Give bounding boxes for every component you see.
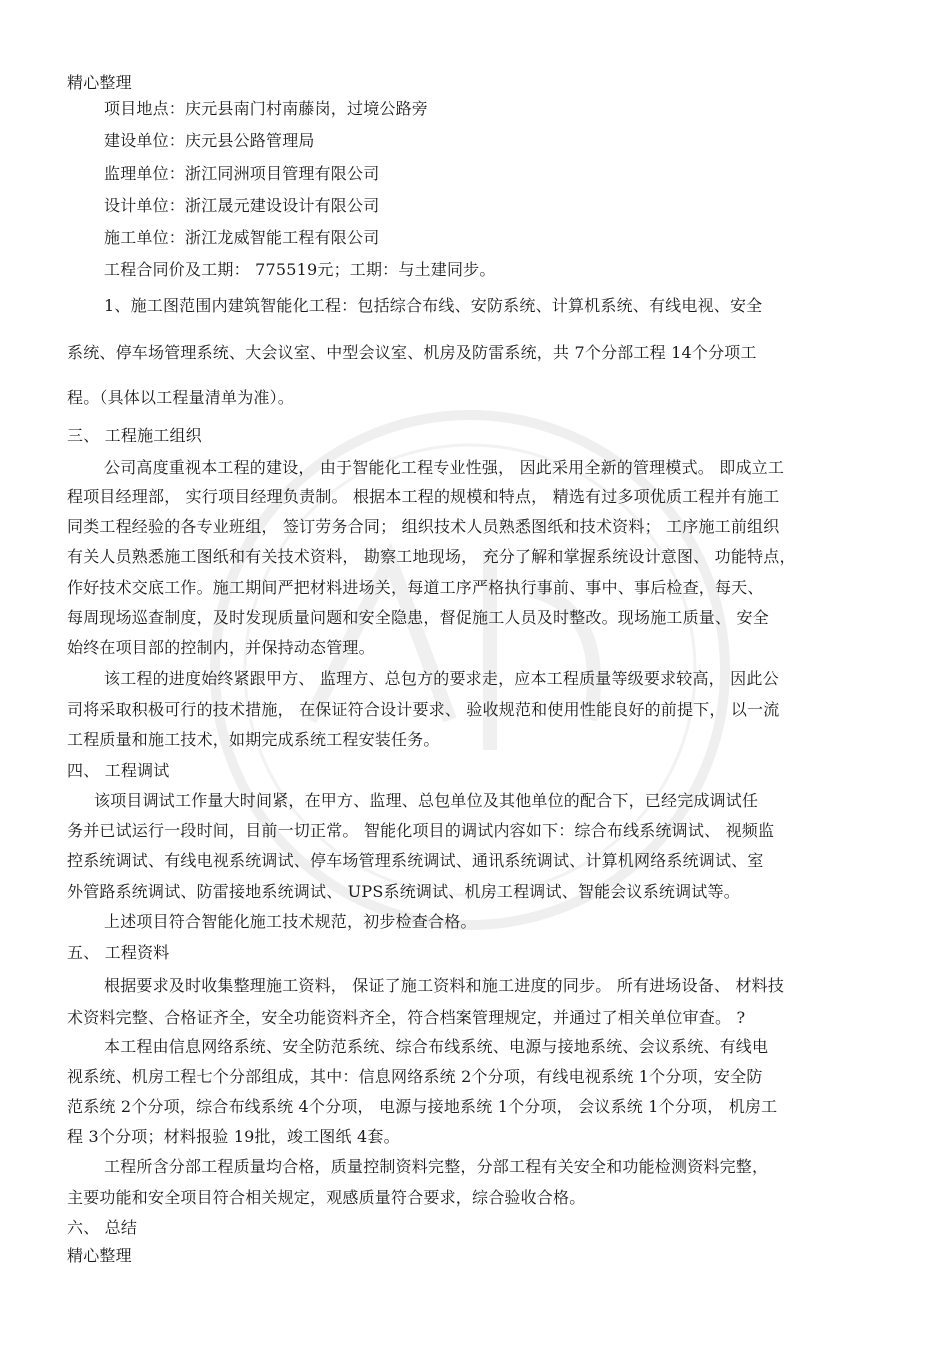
text-line: 上述项目符合智能化施工技术规范，初步检查合格。 <box>104 912 477 931</box>
text-line: 务并已试运行一段时间，目前一切正常。 智能化项目的调试内容如下：综合布线系统调试、 视频监 <box>67 821 775 840</box>
text-line: 程项目经理部， 实行项目经理负责制。 根据本工程的规模和特点， 精选有过多项优质工程并有施工 <box>67 487 780 506</box>
text-line: 术资料完整、合格证齐全，安全功能资料齐全，符合档案管理规定，并通过了相关单位审查。 ? <box>67 1008 746 1027</box>
text-line: 系统、停车场管理系统、大会议室、中型会议室、机房及防雷系统，共 7个分部工程 14个分项工 <box>67 343 757 362</box>
text-line: 主要功能和安全项目符合相关规定，观感质量符合要求，综合验收合格。 <box>67 1188 586 1207</box>
text-line: 司将采取积极可行的技术措施， 在保证符合设计要求、 验收规范和使用性能良好的前提下， 以一流 <box>67 700 780 719</box>
text-line: 工程合同价及工期： 775519元；工期：与土建同步。 <box>104 260 496 279</box>
text-line: 公司高度重视本工程的建设， 由于智能化工程专业性强， 因此采用全新的管理模式。 即成立工 <box>104 458 785 477</box>
text-line: 外管路系统调试、防雷接地系统调试、 UPS系统调试、机房工程调试、智能会议系统调试等。 <box>67 882 740 901</box>
text-line: 始终在项目部的控制内，并保持动态管理。 <box>67 638 375 657</box>
text-line: 建设单位：庆元县公路管理局 <box>104 131 315 150</box>
text-line: 工程质量和施工技术，如期完成系统工程安装任务。 <box>67 730 440 749</box>
section-heading: 六、 总结 <box>67 1218 138 1237</box>
text-line: 施工单位：浙江龙威智能工程有限公司 <box>104 228 380 247</box>
text-line: 项目地点：庆元县南门村南藤岗，过境公路旁 <box>104 99 429 118</box>
text-line: 视系统、机房工程七个分部组成，其中：信息网络系统 2个分项，有线电视系统 1个分项，安全防 <box>67 1067 763 1086</box>
text-line: 有关人员熟悉施工图纸和有关技术资料， 勘察工地现场， 充分了解和掌握系统设计意图、 功能特点， <box>67 547 796 566</box>
text-line: 控系统调试、有线电视系统调试、停车场管理系统调试、通讯系统调试、计算机网络系统调试、室 <box>67 851 764 870</box>
text-line: 1、施工图范围内建筑智能化工程：包括综合布线、安防系统、计算机系统、有线电视、安全 <box>104 296 763 315</box>
text-line: 工程所含分部工程质量均合格，质量控制资料完整，分部工程有关安全和功能检测资料完整， <box>104 1157 769 1176</box>
text-line: 根据要求及时收集整理施工资料， 保证了施工资料和施工进度的同步。 所有进场设备、 材料技 <box>104 976 785 995</box>
section-heading: 四、 工程调试 <box>67 761 170 780</box>
header-label: 精心整理 <box>67 73 132 92</box>
text-line: 该工程的进度始终紧跟甲方、 监理方、总包方的要求走，应本工程质量等级要求较高， 因此公 <box>104 669 779 688</box>
text-line: 该项目调试工作量大时间紧，在甲方、监理、总包单位及其他单位的配合下，已经完成调试任 <box>94 791 759 810</box>
text-line: 同类工程经验的各专业班组， 签订劳务合同； 组织技术人员熟悉图纸和技术资料； 工序施工前组织 <box>67 517 780 536</box>
footer-label: 精心整理 <box>67 1246 132 1265</box>
text-line: 范系统 2个分项，综合布线系统 4个分项， 电源与接地系统 1个分项， 会议系统 1个分项， 机房工 <box>67 1097 778 1116</box>
text-line: 本工程由信息网络系统、安全防范系统、综合布线系统、电源与接地系统、会议系统、有线电 <box>104 1037 769 1056</box>
section-heading: 三、 工程施工组织 <box>67 426 202 445</box>
text-line: 作好技术交底工作。施工期间严把材料进场关，每道工序严格执行事前、事中、事后检查，每天、 <box>67 578 764 597</box>
text-line: 每周现场巡查制度，及时发现质量问题和安全隐患，督促施工人员及时整改。现场施工质量、 安全 <box>67 608 769 627</box>
text-line: 程 3个分项；材料报验 19批，竣工图纸 4套。 <box>67 1127 400 1146</box>
text-line: 程。（具体以工程量清单为准）。 <box>67 388 295 407</box>
section-heading: 五、 工程资料 <box>67 943 170 962</box>
text-line: 监理单位：浙江同洲项目管理有限公司 <box>104 164 380 183</box>
text-line: 设计单位：浙江晟元建设设计有限公司 <box>104 196 380 215</box>
